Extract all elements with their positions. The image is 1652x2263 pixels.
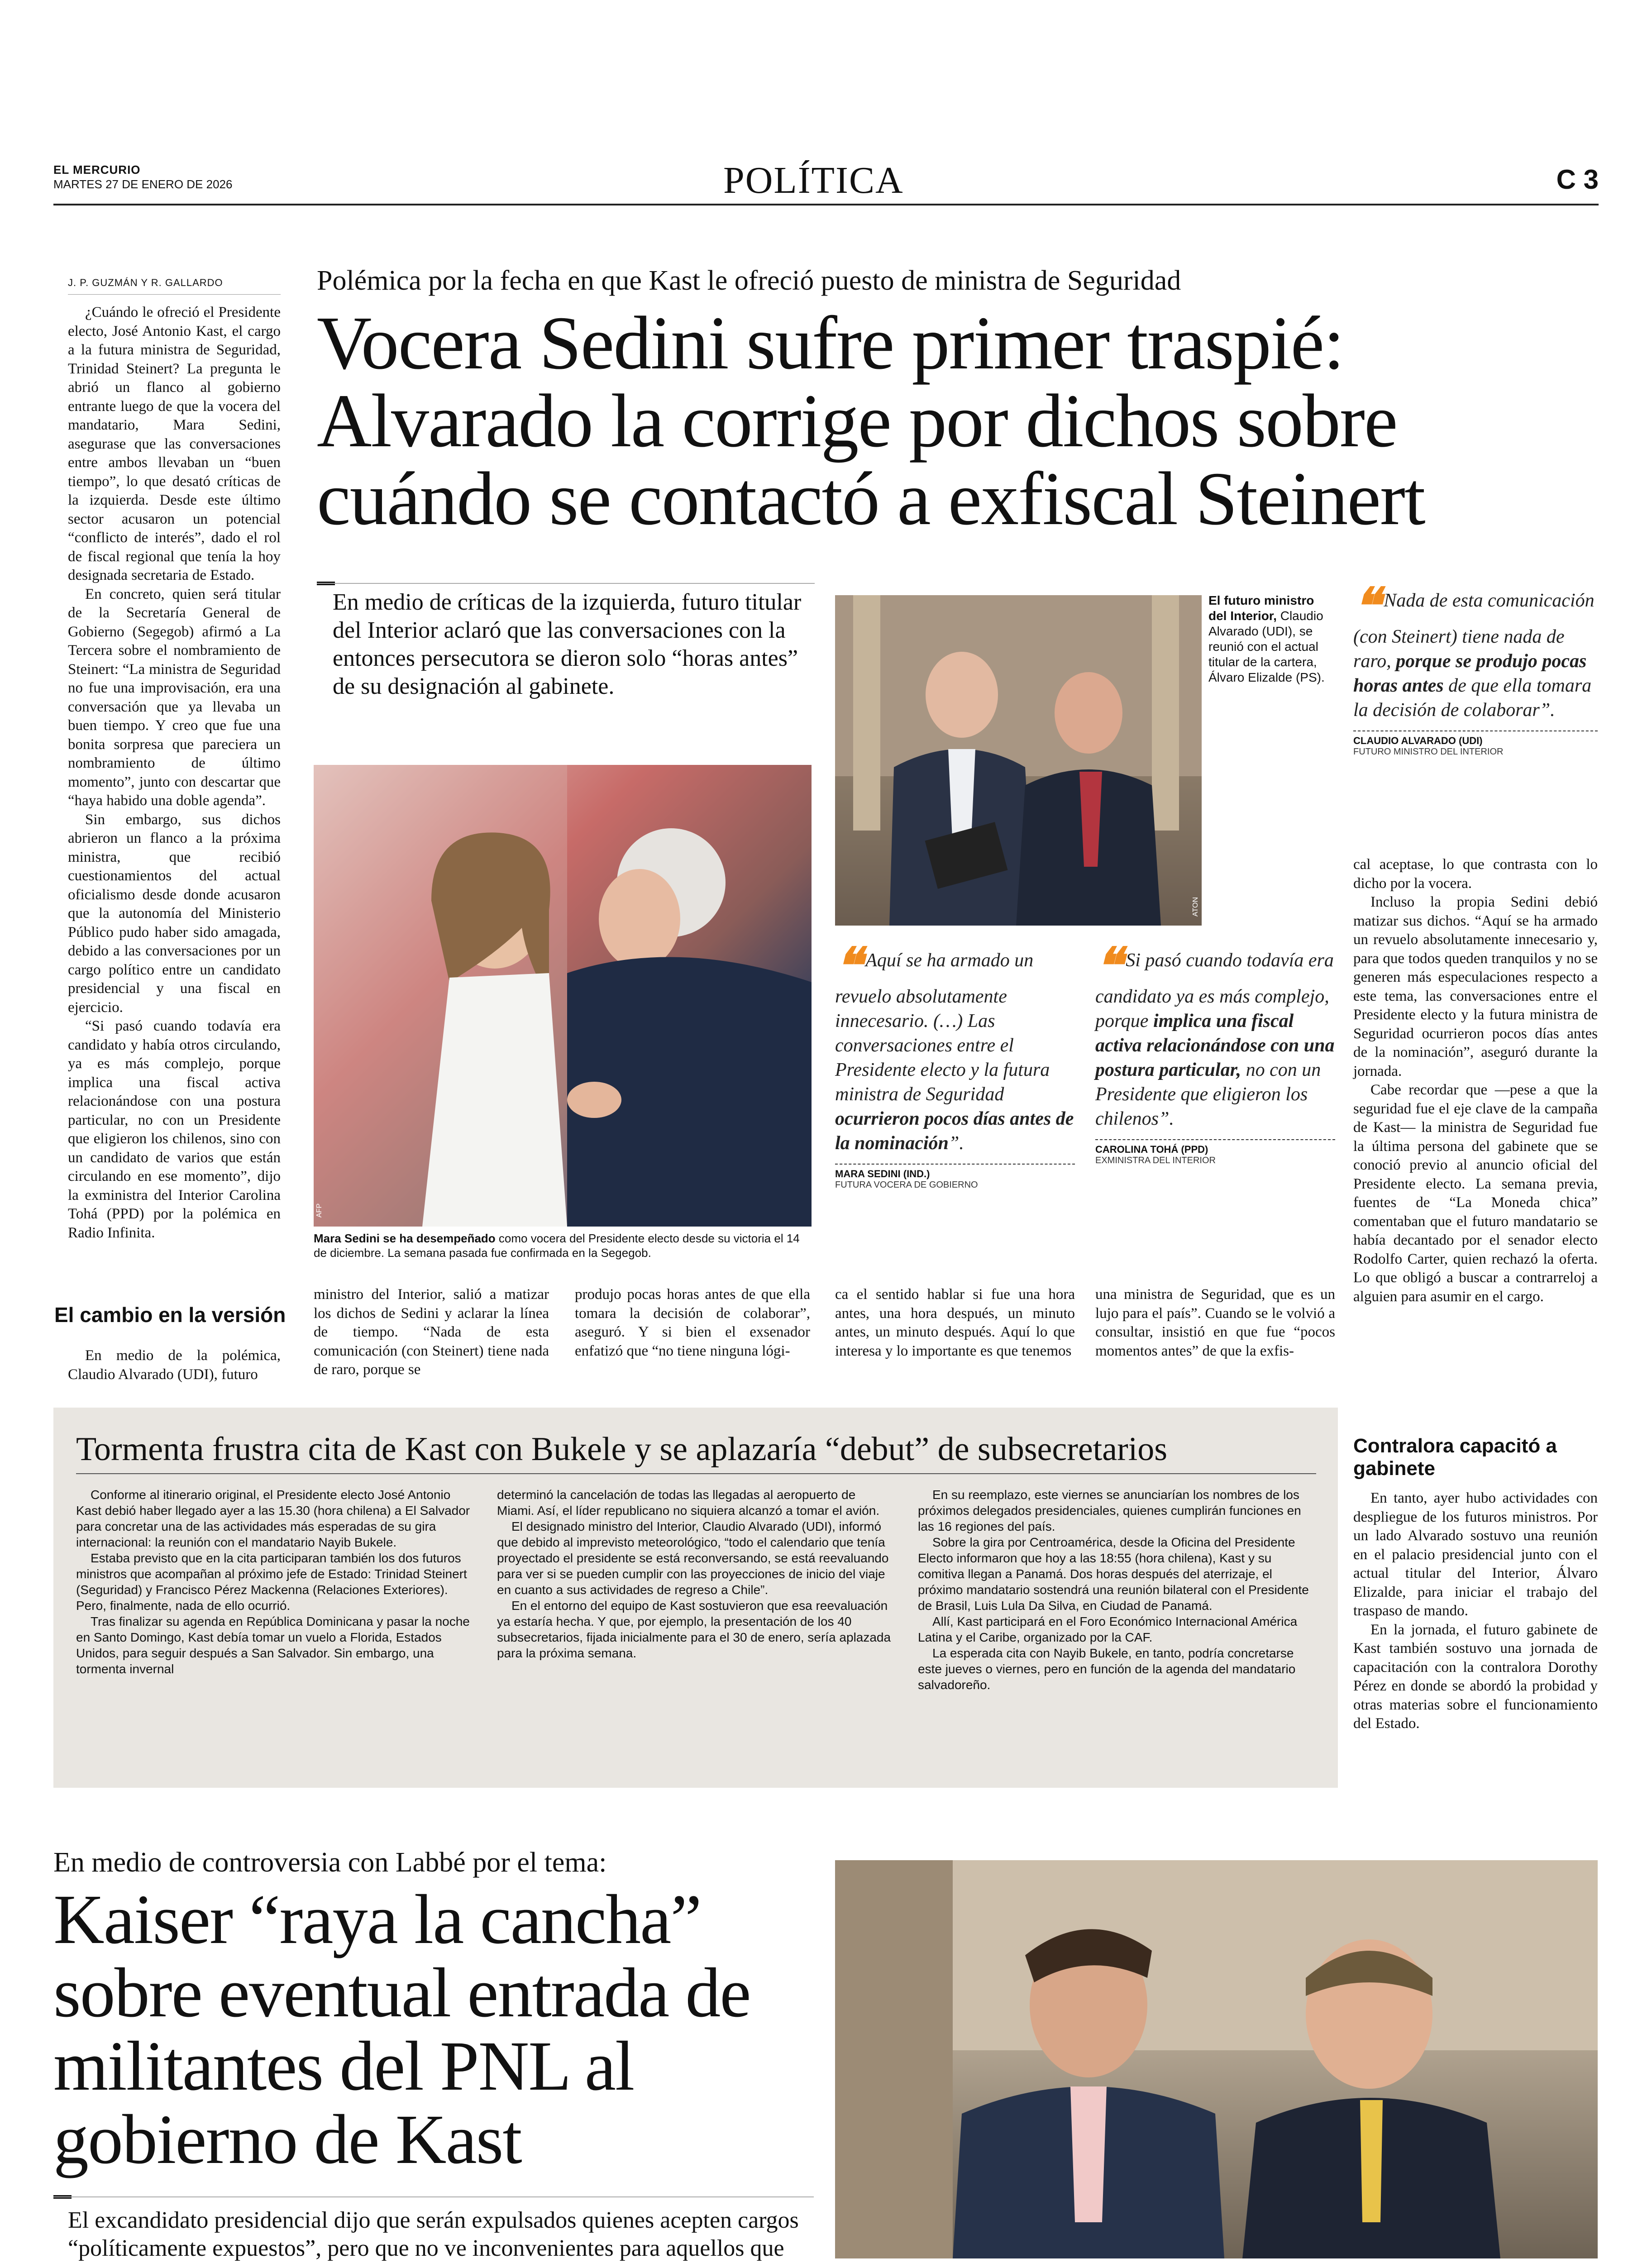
- quote-body: Aquí se ha armado un revuelo absolutamente innecesario. (…) Las conversaciones entre el Presidente electo y la futura ministra de Seguridad: [835, 950, 1050, 1105]
- headline-rule-thin: [53, 2196, 814, 2197]
- box-title-rule: [76, 1473, 1316, 1474]
- paragraph: En la jornada, el futuro gabinete de Kast también sostuvo una jornada de capacitación con la contralora Dorothy Pérez en donde se abordó la probidad y otras materias sobre el funcionamiento del Estado.: [1353, 1621, 1598, 1732]
- caption-lead: Mara Sedini se ha desempeñado: [314, 1232, 496, 1245]
- quote-body: Si pasó cuando todavía era candidato ya es más complejo, porque: [1095, 950, 1334, 1031]
- pullquote-toha: [1095, 939, 1335, 1166]
- paragraph: Allí, Kast participará en el Foro Económico Internacional América Latina y el Caribe, organizado por la CAF.: [918, 1614, 1298, 1644]
- paragraph: En tanto, ayer hubo actividades con despliegue de los futuros ministros. Por un lado Alvarado sostuvo una reunión en el palacio presidencial junto con el actual titular del Interior, Álvaro Elizalde, para iniciar el trabajo del traspaso de mando.: [1353, 1490, 1598, 1619]
- paragraph: En su reemplazo, este viernes se anunciarían los nombres de los próximos delegados presidenciales, quienes cumplirán funciones en las 16 regiones del país.: [918, 1488, 1301, 1533]
- caption-text: Claudio Alvarado (UDI), se reunió con el actual titular de la cartera, Álvaro Elizalde (PS).: [1208, 609, 1325, 684]
- story1-right-column-2: [1353, 1489, 1598, 1733]
- story2-deck: El excandidato presidencial dijo que serán expulsados quienes acepten cargos “políticamente expuestos”, pero que no ve inconvenientes para aquellos que: [68, 2207, 799, 2261]
- pullquote-text: [1353, 579, 1598, 722]
- section-name: POLÍTICA: [723, 159, 904, 201]
- subhead-contralora: Contralora capacitó a gabinete: [1353, 1435, 1557, 1480]
- paragraph: ¿Cuándo le ofreció el Presidente electo, José Antonio Kast, el cargo a la futura ministra de Seguridad, Trinidad Steinert? La pregunta le abrió un flanco al gobierno entrante luego de que la vocera del mandatario, Mara Sedini, asegurase que las conversaciones entre ambos llevaban un “buen tiempo”, lo que desató críticas de la izquierda. Desde este último sector acusaron un potencial “conflicto de interés”, dado el rol de fiscal regional que tenía la hoy designada secretaria de Estado.: [68, 304, 281, 583]
- pullquote-text: [1095, 939, 1335, 1131]
- paragraph: En el entorno del equipo de Kast sostuvieron que esa reevaluación ya estaría hecha. Y que, por ejemplo, la presentación de los 40 subsecretarios, fijada inicialmente para el 30 de enero, sería aplazada para la próxima semana.: [497, 1599, 891, 1660]
- paragraph: Conforme al itinerario original, el Presidente electo José Antonio Kast debió haber llegado ayer a las 15.30 (hora chilena) a El Salvador para concretar una de las actividades más esperadas de su gira internacional: la reunión con el mandatario Nayib Bukele.: [76, 1488, 470, 1549]
- quote-emphasis: implica una fiscal activa relacionándose con una postura particular,: [1095, 1011, 1335, 1080]
- story1-kicker: Polémica por la fecha en que Kast le ofreció puesto de ministra de Seguridad: [317, 265, 1181, 296]
- story2-headline: Kaiser “raya la cancha” sobre eventual entrada de militantes del PNL al gobierno de Kast: [53, 1880, 750, 2178]
- photo-sedini-illustration: [314, 765, 812, 1227]
- story1-byline: J. P. GUZMÁN Y R. GALLARDO: [68, 277, 223, 288]
- quote-body: Nada de esta comunicación (con Steinert) tiene nada de raro,: [1353, 590, 1595, 672]
- caption-lead: El futuro ministro del Interior,: [1208, 593, 1314, 623]
- quote-emphasis: ocurrieron pocos días antes de la nominación: [835, 1108, 1074, 1154]
- paragraph: Cabe recordar que —pese a que la seguridad fue el eje clave de la campaña de Kast— la ministra de Seguridad fue la última persona del gabinete que se conoció previo al anuncio oficial del Presidente electo. La semana previa, fuentes de “La Moneda chica” comentaban que el futuro mandatario se había decantado por el senador electo Rodolfo Carter, quien rechazó la oferta. Lo que obligó a buscar a contrarreloj a alguien para asumir en el cargo.: [1353, 1082, 1598, 1305]
- paragraph: una ministra de Seguridad, que es un lujo para el país”. Cuando se le volvió a consultar, insistió en que fue “pocos momentos antes” de que la exfis-: [1095, 1286, 1335, 1359]
- paragraph: cal aceptase, lo que contrasta con lo dicho por la vocera.: [1353, 856, 1598, 892]
- pullquote-sedini: [835, 939, 1075, 1190]
- quote-role: FUTURO MINISTRO DEL INTERIOR: [1353, 747, 1504, 757]
- quote-attribution: [835, 1164, 1075, 1190]
- story1-column-d: [1095, 1285, 1335, 1361]
- quote-emphasis: porque se produjo pocas horas antes: [1353, 651, 1587, 696]
- story1-column-a: [314, 1285, 549, 1380]
- caption-text: como vocera del Presidente electo desde su victoria el 14 de diciembre. La semana pasada fue confirmada en la Segegob.: [314, 1232, 800, 1260]
- story1-deck: En medio de críticas de la izquierda, futuro titular del Interior aclaró que las conversaciones con la entonces persecutora se dieron solo “horas antes” de su designación al gabinete.: [333, 589, 802, 699]
- box-column-1: [76, 1487, 474, 1677]
- masthead-rule: [53, 204, 1599, 205]
- photo-alvarado-elizalde: [835, 595, 1202, 926]
- quote-mark-icon: ❝: [835, 939, 862, 994]
- pullquote-text: [835, 939, 1075, 1155]
- paragraph: Sobre la gira por Centroamérica, desde la Oficina del Presidente Electo informaron que hoy a las 18:55 (hora chilena), Kast y su comitiva llegan a Panamá. Dos horas después del aterrizaje, el próximo mandatario sostendrá una reunión bilateral con el Presidente de Brasil, Luis Lula Da Silva, en Ciudad de Panamá.: [918, 1535, 1309, 1613]
- story1-column-1b: [68, 1346, 281, 1384]
- photo-labbe-kaiser: [835, 1860, 1598, 2258]
- pullquote-alvarado: [1353, 579, 1598, 757]
- quote-name: CLAUDIO ALVARADO (UDI): [1353, 735, 1483, 746]
- quote-mark-icon: ❝: [1095, 939, 1122, 994]
- paragraph: Estaba previsto que en la cita participaran también los dos futuros ministros que acompañan al próximo jefe de Estado: Trinidad Steinert (Seguridad) y Francisco Pérez Mackenna (Relaciones Exteriores). Pero, finalmente, nada de ello ocurrió.: [76, 1551, 467, 1613]
- headline-rule-thin: [317, 583, 815, 584]
- story1-right-column: [1353, 855, 1598, 1306]
- issue-date: MARTES 27 DE ENERO DE 2026: [53, 177, 233, 191]
- photo-sedini-caption: [314, 1231, 812, 1260]
- paragraph: Sin embargo, sus dichos abrieron un flanco a la próxima ministra, que recibió cuestionamientos del actual oficialismo desde donde acusaron que la autonomía del Ministerio Público pudo haber sido amagada, debido a las conversaciones por un cargo político entre un candidato presidencial y una fiscal en ejercicio.: [68, 811, 281, 1016]
- quote-tail: ”.: [948, 1133, 964, 1154]
- subhead-cambio: El cambio en la versión: [54, 1303, 286, 1327]
- paragraph: ministro del Interior, salió a matizar los dichos de Sedini y aclarar la línea de tiempo. “Nada de esta comunicación (con Steinert) tiene nada de raro, porque se: [314, 1286, 549, 1378]
- story1-column-c: [835, 1285, 1075, 1361]
- quote-tail: de que ella tomara la decisión de colaborar”.: [1353, 675, 1592, 721]
- story1-headline: Vocera Sedini sufre primer traspié: Alvarado la corrige por dichos sobre cuándo se contactó a exfiscal Steinert: [317, 301, 1425, 541]
- box-column-2: [497, 1487, 895, 1661]
- story1-column-1: [68, 303, 281, 1242]
- box-title: Tormenta frustra cita de Kast con Bukele y se aplazaría “debut” de subsecretarios: [76, 1431, 1168, 1468]
- photo-sedini: [314, 765, 812, 1227]
- paragraph: El designado ministro del Interior, Claudio Alvarado (UDI), informó que debido al imprevisto meteorológico, “todo el calendario que tenía proyectado el presidente se está reconversando, se está reevaluando para ver si se pueden cumplir con las proyecciones de inicio del viaje en cuanto a sus actividades de regreso a Chile”.: [497, 1519, 889, 1597]
- quote-name: MARA SEDINI (IND.): [835, 1168, 930, 1179]
- paragraph: Incluso la propia Sedini debió matizar sus dichos. “Aquí se ha armado un revuelo absolutamente innecesario y, para que todos queden tranquilos y no se generen más especulaciones respecto a este tema, las conversaciones entre el Presidente electo y la futura ministra de Seguridad ocurrieron pocos días antes de la nominación”, aseguró durante la jornada.: [1353, 894, 1598, 1079]
- quote-role: EXMINISTRA DEL INTERIOR: [1095, 1155, 1216, 1165]
- photo-labbe-kaiser-illustration: [835, 1860, 1598, 2258]
- photo-alvarado-caption: [1208, 593, 1331, 685]
- paragraph: En medio de la polémica, Claudio Alvarado (UDI), futuro: [68, 1347, 281, 1383]
- masthead: [53, 154, 1599, 217]
- paragraph: En concreto, quien será titular de la Secretaría General de Gobierno (Segegob) afirmó a La Tercera sobre el nombramiento de Steinert: “La ministra de Seguridad no fue una improvisación, era una conversación que ya llevaba un buen tiempo. Y creo que fue una bonita sorpresa que pareciera un nombramiento de último momento”, junto con descartar que “haya habido una doble agenda”.: [68, 586, 281, 809]
- quote-tail: no con un Presidente que eligieron los chilenos”.: [1095, 1060, 1321, 1129]
- photo-credit: ATON: [1192, 897, 1199, 917]
- paragraph: determinó la cancelación de todas las llegadas al aeropuerto de Miami. Así, el líder republicano no siquiera alcanzó a tomar el avión.: [497, 1488, 880, 1518]
- quote-attribution: [1095, 1139, 1335, 1166]
- photo-credit: AFP: [315, 1203, 323, 1217]
- paragraph: “Si pasó cuando todavía era candidato y había otros circulando, ya es más complejo, porque implica una fiscal activa relacionándose con una postura particular, no con un Presidente que eligieron los chilenos, sino con un candidato de varios que están circulando en ese momento”, dijo la exministra del Interior Carolina Tohá (PPD) por la polémica en Radio Infinita.: [68, 1018, 281, 1241]
- story1-column-b: [575, 1285, 810, 1361]
- kast-bukele-box: [53, 1408, 1338, 1788]
- quote-attribution: [1353, 730, 1598, 757]
- quote-name: CAROLINA TOHÁ (PPD): [1095, 1144, 1208, 1155]
- paragraph: La esperada cita con Nayib Bukele, en tanto, podría concretarse este jueves o viernes, pero en función de la agenda del mandatario salvadoreño.: [918, 1646, 1296, 1692]
- quote-role: FUTURA VOCERA DE GOBIERNO: [835, 1180, 978, 1190]
- paragraph: produjo pocas horas antes de que ella tomara la decisión de colaborar”, aseguró. Y si bien el exsenador enfatizó que “no tiene ninguna lógi-: [575, 1286, 810, 1359]
- box-column-3: [918, 1487, 1316, 1693]
- quote-mark-icon: ❝: [1353, 579, 1380, 634]
- paragraph: ca el sentido hablar si fue una hora antes, una hora después, un minuto antes, un minuto después. Aquí lo que interesa y lo importante es que tenemos: [835, 1286, 1075, 1359]
- page-number: C 3: [1556, 164, 1599, 195]
- paragraph: Tras finalizar su agenda en República Dominicana y pasar la noche en Santo Domingo, Kast debía tomar un vuelo a Florida, Estados Unidos, para seguir después a San Salvador. Sin embargo, una tormenta invernal: [76, 1614, 470, 1676]
- story2-kicker: En medio de controversia con Labbé por el tema:: [53, 1847, 607, 1878]
- paper-name: EL MERCURIO: [53, 163, 141, 177]
- byline-rule: [68, 294, 281, 295]
- photo-alvarado-illustration: [835, 595, 1202, 926]
